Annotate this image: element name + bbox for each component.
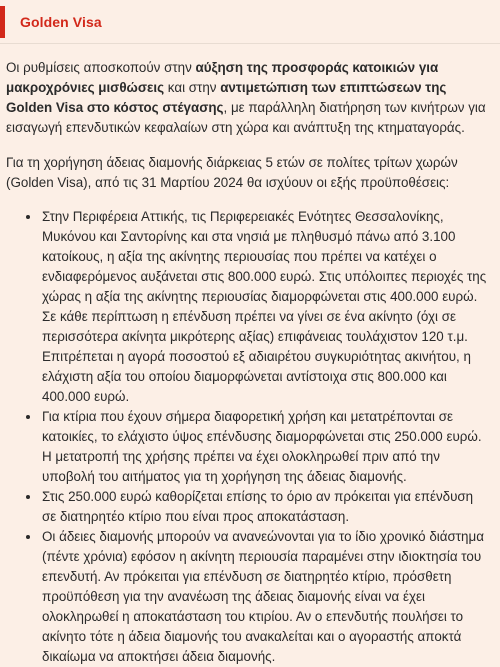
list-item — [6, 527, 490, 667]
intro-text-1: Οι ρυθμίσεις αποσκοπούν στην — [6, 60, 196, 75]
intro-bold-2: αντιμετώπιση των επιπτώσεων της Golden Visa στο κόστος στέγασης — [6, 80, 447, 115]
list-item-text: Στις 250.000 ευρώ καθορίζεται επίσης το όριο αν πρόκειται για επένδυση σε διατηρητέο κτίριο που είναι προς αποκατάσταση. — [42, 489, 474, 524]
intro-bold-1: αύξηση της προσφοράς κατοικιών για μακροχρόνιες μισθώσεις — [6, 60, 439, 95]
bullet-icon — [26, 215, 30, 219]
list-item-text: Για κτίρια που έχουν σήμερα διαφορετική χρήση και μετατρέπονται σε κατοικίες, το ελάχιστο ύψος επένδυσης διαμορφώνεται στις 250.000 ευρώ. Η μετατροπή της χρήσης πρέπει να έχει ολοκληρωθεί πριν από την υποβολή του αιτήματος για τη χορήγηση της άδειας διαμονής. — [42, 409, 482, 484]
section-header — [0, 6, 500, 38]
list-item-text: Στην Περιφέρεια Αττικής, τις Περιφερειακές Ενότητες Θεσσαλονίκης, Μυκόνου και Σαντορίνης και στα νησιά με πληθυσμό πάνω από 3.100 κατοίκους, η αξία της ακίνητης περιουσίας που πρέπει να κατέχει ο ενδιαφερόμενος αυξάνεται στις 800.000 ευρώ. Στις υπόλοιπες περιοχές της χώρας η αξία της ακίνητης περιουσίας διαμορφώνεται στις 400.000 ευρώ. Σε κάθε περίπτωση η επένδυση πρέπει να γίνει σε ένα ακίνητο (όχι σε περισσότερα ακίνητα μικρότερης αξίας) επιφάνειας τουλάχιστον 120 τ.μ. Επιτρέπεται η αγορά ποσοστού εξ αδιαιρέτου συγκυριότητας ακινήτου, η ελάχιστη αξία του οποίου διαμορφώνεται αντίστοιχα στις 800.000 και 400.000 ευρώ. — [42, 209, 487, 404]
bullet-icon — [26, 415, 30, 419]
intro-paragraph — [6, 58, 490, 138]
section-title: Golden Visa — [20, 14, 102, 30]
bullet-icon — [26, 495, 30, 499]
conditions-intro-paragraph: Για τη χορήγηση άδειας διαμονής διάρκειας 5 ετών σε πολίτες τρίτων χωρών (Golden Visa), από τις 31 Μαρτίου 2024 θα ισχύουν οι εξής προϋποθέσεις: — [6, 155, 458, 190]
list-item-text: Οι άδειες διαμονής μπορούν να ανανεώνονται για το ίδιο χρονικό διάστημα (πέντε χρόνια) εφόσον η ακίνητη περιουσία παραμένει στην ιδιοκτησία του επενδυτή. Αν πρόκειται για επένδυση σε διατηρητέο κτίριο, πρόσθετη προϋπόθεση για την ανανέωση της άδειας διαμονής είναι να έχει ολοκληρωθεί η αποκατάσταση του κτιρίου. Αν ο επενδυτής πουλήσει το ακίνητο τότε η άδεια διαμονής του ανακαλείται και ο αγοραστής αποκτά δικαίωμα να αποκτήσει άδεια διαμονής. — [42, 529, 484, 664]
intro-text-3: , με παράλληλη διατήρηση των κινήτρων για εισαγωγή επενδυτικών κεφαλαίων στη χώρα και ανάπτυξη της κτηματαγοράς. — [6, 100, 486, 135]
list-item — [6, 207, 490, 407]
list-item — [6, 407, 490, 487]
list-item — [6, 487, 490, 527]
header-divider — [0, 43, 500, 44]
bullet-icon — [26, 535, 30, 539]
conditions-list — [6, 207, 490, 667]
intro-text-2: και στην — [164, 80, 221, 95]
